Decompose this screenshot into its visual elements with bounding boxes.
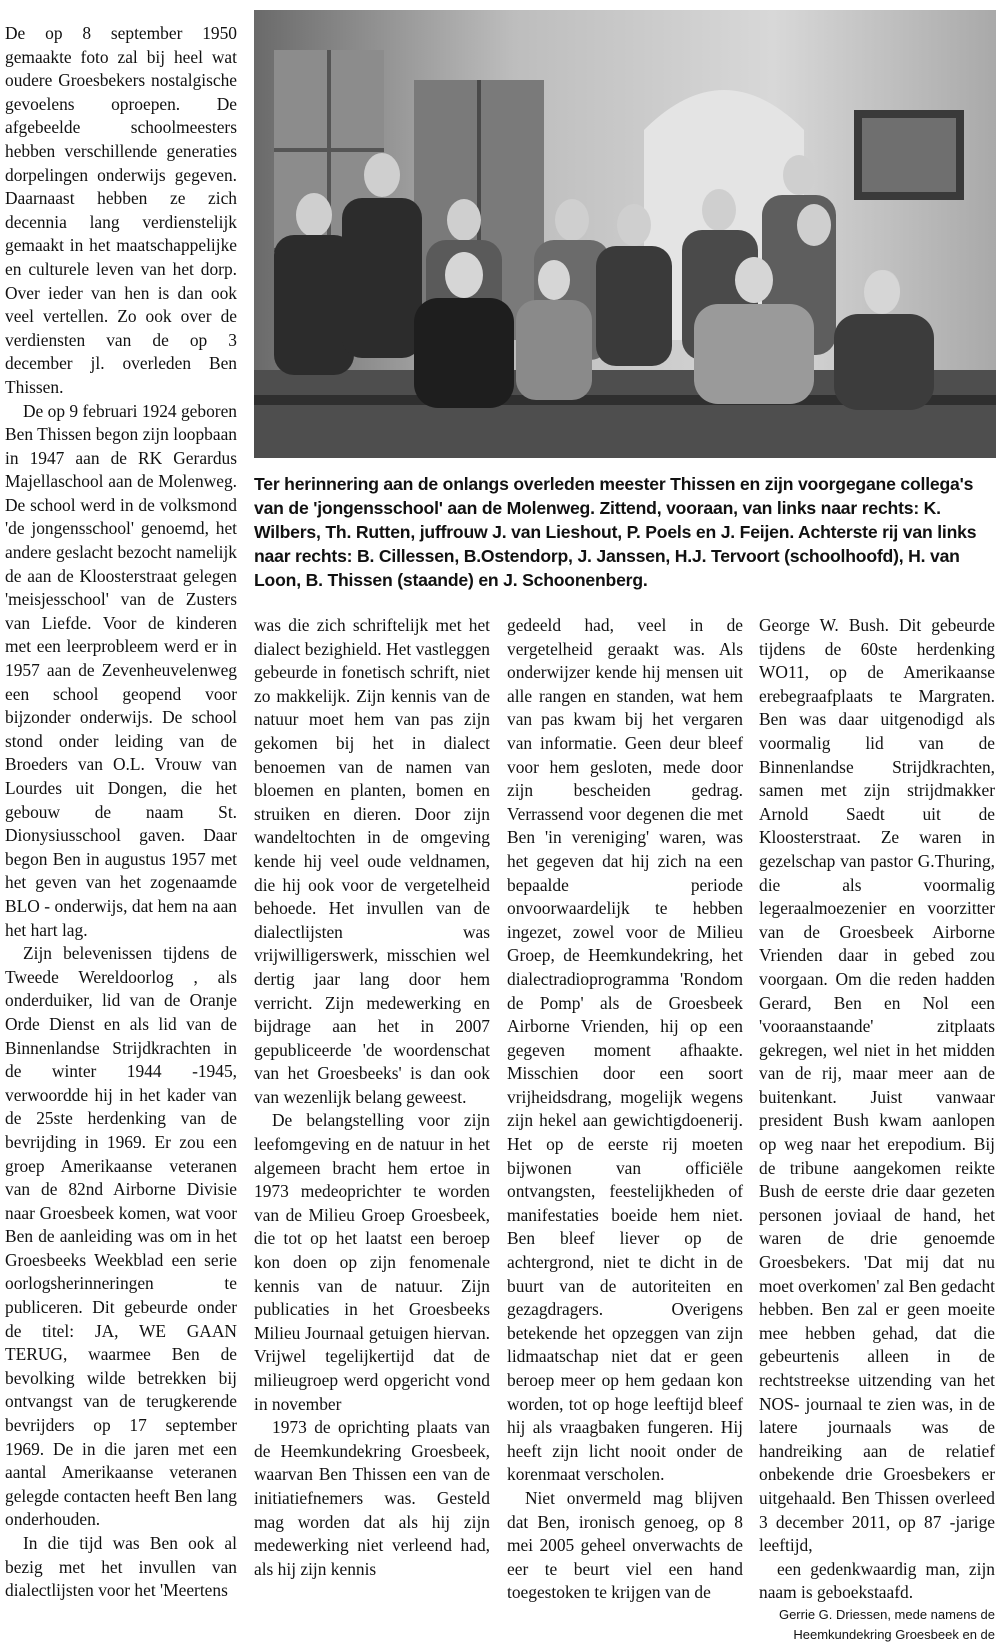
paragraph: 1973 de oprichting plaats van de Heemkundekring Groesbeek, waarvan Ben Thissen een van de initiatiefnemers was. Gesteld mag worden dat als hij zijn medewerking niet verleend had, als hij zijn kennis [254,1417,490,1579]
paragraph: was die zich schriftelijk met het dialect bezighield. Het vastleggen gebeurde in fonetisch schrift, niet zo makkelijk. Zijn kennis van de natuur moet hem van pas zijn gekomen bij het in dialect benoemen van de namen van bloemen en planten, bomen en struiken en dieren. Door zijn wandeltochten in de omgeving kende hij veel oude veldnamen, die hij ook voor de vergetelheid behoede. Het invullen van de dialectlijsten was vrijwilligerswerk, misschien wel dertig jaar lang door hem verricht. Zijn medewerking en bijdrage aan het in 2007 gepubliceerde 'de woordenschat van het Groesbeeks' is dan ook van wezenlijk belang geweest. [254,615,490,1107]
paragraph: Zijn belevenissen tijdens de Tweede Wereldoorlog , als onderduiker, lid van de Oranje Orde Dienst en als lid van de Binnenlandse Strijdkrachten in de winter 1944 -1945, verwoordde hij in het kader van de 25ste herdenking van de bevrijding in 1969. Er zou een groep Amerikaanse veteranen van de 82nd Airborne Divisie naar Groesbeek komen, wat voor Ben de aanleiding was om in het Groesbeeks Weekblad een serie oorlogsherinneringen te publiceren. Dit gebeurde onder de titel: JA, WE GAAN TERUG, waarmee Ben de bevolking wilde betrekken bij ontvangst van de terugkerende bevrijders op 17 september 1969. De in die jaren met een aantal Amerikaanse veteranen gelegde contacten heeft Ben lang onderhouden. [5,943,237,1530]
article-column-4 [759,614,995,1642]
paragraph: De belangstelling voor zijn leefomgeving en de natuur in het algemeen bracht hem ertoe in 1973 medeoprichter te worden van de Milieu Groep Groesbeek, die tot op het laatst een beroep kon doen op zijn fenomenale kennis van de natuur. Zijn publicaties in het Groesbeeks Milieu Journaal getuigen hiervan. Vrijwel tegelijkertijd dat de milieugroep werd opgericht vond in november [254,1110,490,1414]
article-column-3 [507,614,743,1632]
paragraph: In die tijd was Ben ook al bezig met het invullen van dialectlijsten voor het 'Meertens [5,1533,237,1601]
article-column-2 [254,614,490,1632]
paragraph: De op 8 september 1950 gemaakte foto zal bij heel wat oudere Groesbekers nostalgische gevoelens oproepen. De afgebeelde schoolmeesters hebben verschillende generaties dorpelingen onderwijs gegeven. Daarnaast hebben ze zich decennia lang verdienstelijk gemaakt in het maatschappelijke en culturele leven van het dorp. Over ieder van hen is dan ook veel vertellen. Zo ook over de verdiensten van de op 3 december jl. overleden Ben Thissen. [5,23,237,397]
credit-line: Gerrie G. Driessen, mede namens de [778,1606,995,1622]
paragraph: George W. Bush. Dit gebeurde tijdens de 60ste herdenking WO11, op de Amerikaanse erebegraafplaats te Margraten. Ben was daar uitgenodigd als voormalig lid van de Binnenlandse Strijdkrachten, samen met zijn strijdmakker Arnold Saedt uit de Kloosterstraat. Ze waren in gezelschap van pastor G.Thuring, die als voormalig legeraalmoezenier en voorzitter van de Groesbeek Airborne Vrienden daar in gebed zou voorgaan. Om die reden hadden Gerard, Ben en Nol een 'vooraanstaande' zitplaats gekregen, wel niet in het midden van de rij, maar meer aan de buitenkant. Juist vanwaar president Bush kwam aanlopen op weg naar het erepodium. Bij de tribune aangekomen reikte Bush de eerste drie daar gezeten personen joviaal de hand, het waren de drie genoemde Groesbekers. 'Dat mij dat nu moet overkomen' zal Ben gedacht hebben. Ben zal er geen moeite mee hebben gehad, dat die gebeurtenis alleen in de rechtstreekse uitzending van het NOS- journaal te zien was, in de latere journaals was de handreiking aan de relatief onbekende drie Groesbekers er uitgehaald. Ben Thissen overleed 3 december 2011, op 87 -jarige leeftijd, [759,615,995,1556]
paragraph: een gedenkwaardig man, zijn naam is geboekstaafd. [759,1558,995,1603]
paragraph: gedeeld had, veel in de vergetelheid geraakt was. Als onderwijzer kende hij mensen uit alle rangen en standen, wat hem van pas kwam bij het vergaren van informatie. Geen deur bleef voor hem gesloten, mede door zijn bescheiden gedrag. Verrassend voor degenen die met Ben 'in vereniging' waren, was het gegeven dat hij zich na een bepaalde periode onvoorwaardelijk te hebben ingezet, zowel voor de Milieu Groep, de Heemkundekring, het dialectradioprogramma 'Rondom de Pomp' als de Groesbeek Airborne Vrienden, hij op een gegeven moment afhaakte. Misschien door een soort vrijheidsdrang, mogelijk wegens zijn hekel aan gewichtigdoenerij. Het op de eerste rij moeten bijwonen van officiële ontvangsten, feestelijkheden of manifestaties boeide hem niet. Ben bleef liever op de achtergrond, niet te dicht in de buurt van de autoriteiten en gezagdragers. Overigens betekende het opzeggen van zijn lidmaatschap niet dat er geen beroep meer op hem gedaan kon worden, tot op hoge leeftijd bleef hij als vraagbaken fungeren. Hij heeft zijn licht nooit onder de korenmaat verscholen. [507,615,743,1485]
paragraph: De op 9 februari 1924 geboren Ben Thissen begon zijn loopbaan in 1947 aan de RK Gerardus Majellaschool aan de Molenweg. De school werd in de volksmond 'de jongensschool' genoemd, het andere geslacht bezocht namelijk de aan de Kloosterstraat gelegen 'meisjesschool' van de Zusters van Liefde. Voor de kinderen met een leerprobleem werd er in 1957 aan de Zevenheuvelenweg een school geopend voor bijzonder onderwijs. De school stond onder leiding van de Broeders van O.L. Vrouw van Lourdes uit Dongen, die het gebouw de naam St. Dionysiusschool gaven. Daar begon Ben in augustus 1957 met het geven van het zogenaamde BLO - onderwijs, dat hem na aan het hart lag. [5,400,237,940]
group-photo [254,10,996,458]
article-column-1 [5,22,237,1630]
credit-line: Heemkundekring Groesbeek en de [793,1626,995,1642]
author-credit [759,1605,995,1645]
group-photo-illustration [254,10,996,458]
photo-caption: Ter herinnering aan de onlangs overleden meester Thissen en zijn voorgegane collega's van de 'jongensschool' aan de Molenweg. Zittend, vooraan, van links naar rechts: K. Wilbers, Th. Rutten, juffrouw J. van Lieshout, P. Poels en J. Feijen. Achterste rij van links naar rechts: B. Cillessen, B.Ostendorp, J. Janssen, H.J. Tervoort (schoolhoofd), H. van Loon, B. Thissen (staande) en J. Schoonenberg. [254,474,977,590]
paragraph: Niet onvermeld mag blijven dat Ben, ironisch genoeg, op 8 mei 2005 geheel onverwachts de eer te beurt viel een hand toegestoken te krijgen van de [507,1487,743,1603]
